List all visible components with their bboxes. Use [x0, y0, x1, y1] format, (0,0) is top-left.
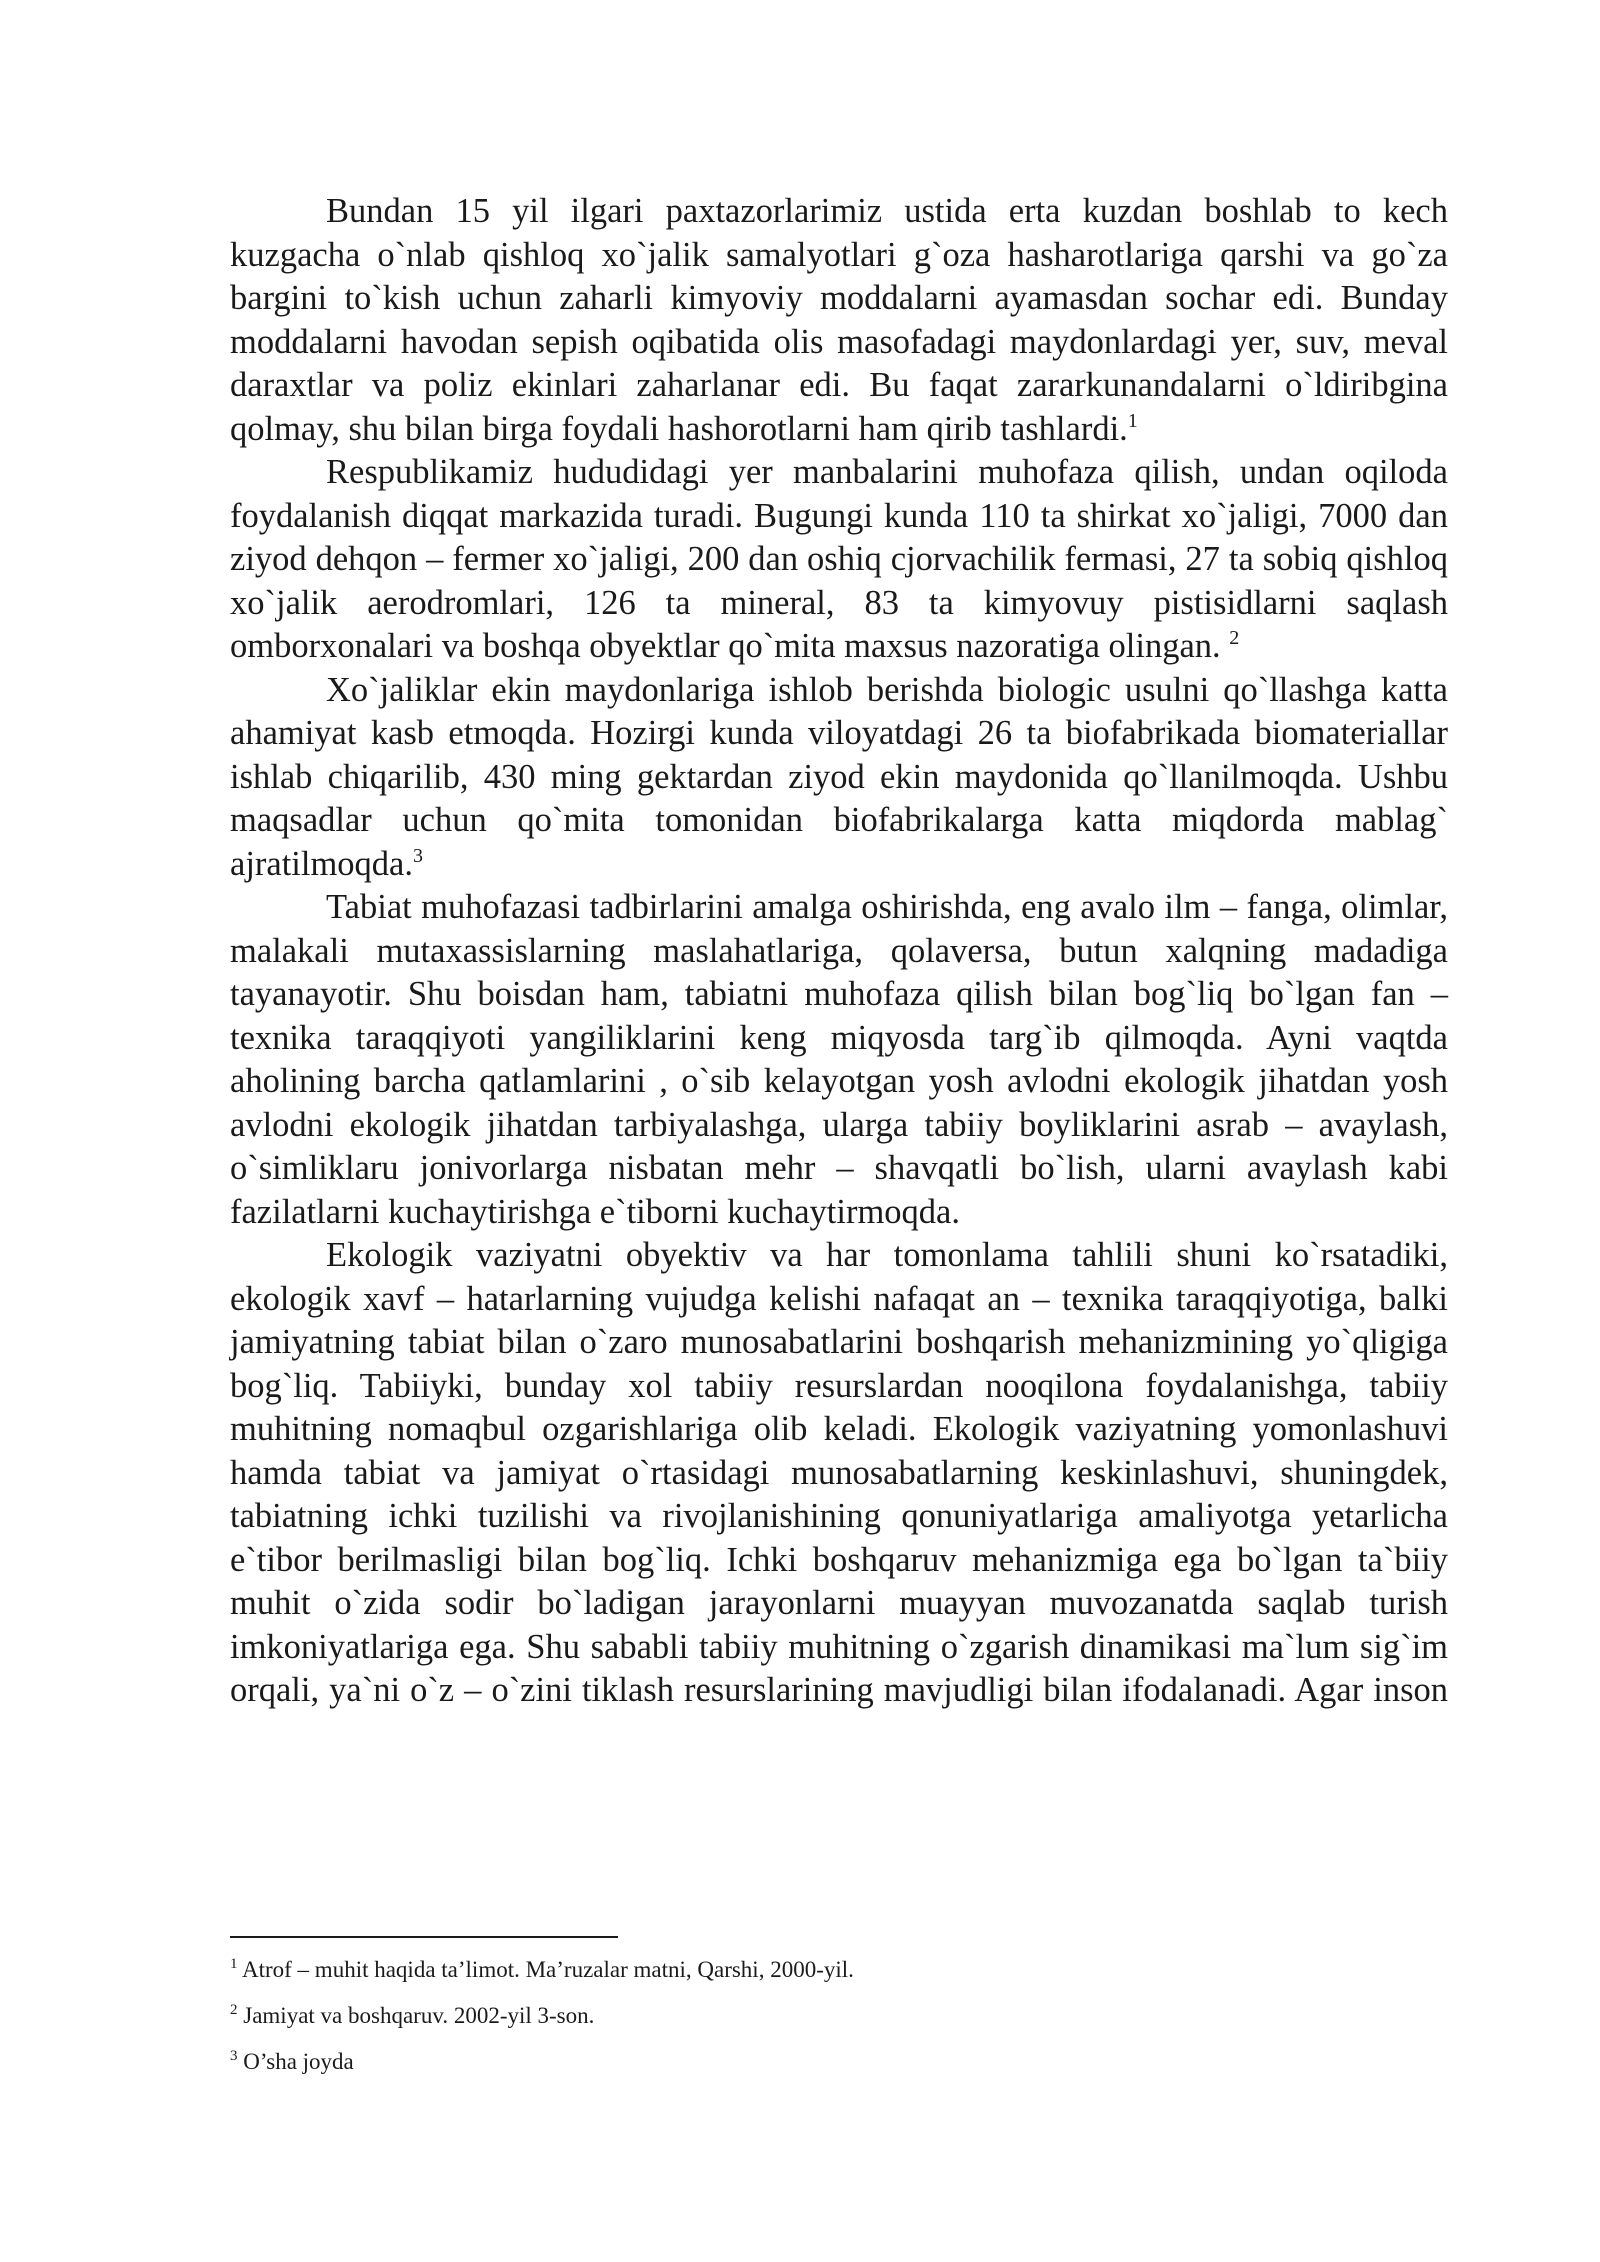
paragraph	[230, 1234, 1448, 1713]
footnote-number: 2	[230, 2002, 238, 2018]
footnote-number: 3	[230, 2048, 238, 2064]
paragraph-text: Bundan 15 yil ilgari paxtazorlarimiz ustida erta kuzdan boshlab to kech kuzgacha o`nlab qishloq xo`jalik samalyotlari g`oza hasharotlariga qarshi va go`za bargini to`kish uchun zaharli kimyoviy moddalarni ayamasdan sochar edi. Bunday moddalarni havodan sepish oqibatida olis masofadagi maydonlardagi yer, suv, meval daraxtlar va poliz ekinlari zaharlanar edi. Bu faqat zararkunandalarni o`ldiribgina qolmay, shu bilan birga foydali hashorotlarni ham qirib tashlardi.	[230, 192, 1448, 448]
footnote-ref[interactable]: 2	[1229, 627, 1240, 649]
paragraph-text: Respublikamiz hududidagi yer manbalarini muhofaza qilish, undan oqiloda foydalanish diqqat markazida turadi. Bugungi kunda 110 ta shirkat xo`jaligi, 7000 dan ziyod dehqon – fermer xo`jaligi, 200 dan oshiq cjorvachilik fermasi, 27 ta sobiq qishloq xo`jalik aerodromlari, 126 ta mineral, 83 ta kimyovuy pistisidlarni saqlash omborxonalari va boshqa obyektlar qo`mita maxsus nazoratiga olingan.	[230, 453, 1448, 665]
footnote-number: 1	[230, 1956, 238, 1972]
paragraph	[230, 669, 1448, 887]
footnote-text: Jamiyat va boshqaruv. 2002-yil 3-son.	[243, 2003, 595, 2028]
footnotes-section	[230, 1936, 1448, 2094]
paragraph-text: Ekologik vaziyatni obyektiv va har tomonlama tahlili shuni ko`rsatadiki, ekologik xavf – hatarlarning vujudga kelishi nafaqat an – texnika taraqqiyotiga, balki jamiyatning tabiat bilan o`zaro munosabatlarini boshqarish mehanizmining yo`qligiga bog`liq. Tabiiyki, bunday xol tabiiy resurslardan nooqilona foydalanishga, tabiiy muhitning nomaqbul ozgarishlariga olib keladi. Ekologik vaziyatning yomonlashuvi hamda tabiat va jamiyat o`rtasidagi munosabatlarning keskinlashuvi, shuningdek, tabiatning ichki tuzilishi va rivojlanishining qonuniyatlariga amaliyotga yetarlicha e`tibor berilmasligi bilan bog`liq. Ichki boshqaruv mehanizmiga ega bo`lgan ta`biiy muhit o`zida sodir bo`ladigan jarayonlarni muayyan muvozanatda saqlab turish imkoniyatlariga ega. Shu sababli tabiiy muhitning o`zgarish dinamikasi ma`lum sig`im orqali, ya`ni o`z – o`zini tiklash resurslarining mavjudligi bilan ifodalanadi. Agar inson	[230, 1236, 1448, 1709]
paragraph	[230, 190, 1448, 451]
paragraph-text: Tabiat muhofazasi tadbirlarini amalga oshirishda, eng avalo ilm – fanga, olimlar, malakali mutaxassislarning maslahatlariga, qolaversa, butun xalqning madadiga tayanayotir. Shu boisdan ham, tabiatni muhofaza qilish bilan bog`liq bo`lgan fan – texnika taraqqiyoti yangiliklarini keng miqyosda targ`ib qilmoqda. Ayni vaqtda aholining barcha qatlamlarini , o`sib kelayotgan yosh avlodni ekologik jihatdan yosh avlodni ekologik jihatdan tarbiyalashga, ularga tabiiy boyliklarini asrab – avaylash, o`simliklaru jonivorlarga nisbatan mehr – shavqatli bo`lish, ularni avaylash kabi fazilatlarni kuchaytirishga e`tiborni kuchaytirmoqda.	[230, 888, 1448, 1231]
footnote-text: Atrof – muhit haqida ta’limot. Ma’ruzalar matni, Qarshi, 2000-yil.	[241, 1957, 854, 1982]
document-body	[230, 190, 1448, 1713]
footnote-separator	[230, 1936, 618, 1938]
footnote	[230, 2048, 1448, 2076]
footnote-text: O’sha joyda	[243, 2049, 354, 2074]
footnote	[230, 1956, 1448, 1984]
paragraph-text: Xo`jaliklar ekin maydonlariga ishlob berishda biologic usulni qo`llashga katta ahamiyat kasb etmoqda. Hozirgi kunda viloyatdagi 26 ta biofabrikada biomateriallar ishlab chiqarilib, 430 ming gektardan ziyod ekin maydonida qo`llanilmoqda. Ushbu maqsadlar uchun qo`mita tomonidan biofabrikalarga katta miqdorda mablag` ajratilmoqda.	[230, 670, 1448, 883]
paragraph	[230, 451, 1448, 669]
paragraph	[230, 886, 1448, 1234]
footnote-ref[interactable]: 3	[412, 844, 423, 867]
footnote-ref[interactable]: 1	[1127, 409, 1138, 432]
footnote	[230, 2002, 1448, 2030]
